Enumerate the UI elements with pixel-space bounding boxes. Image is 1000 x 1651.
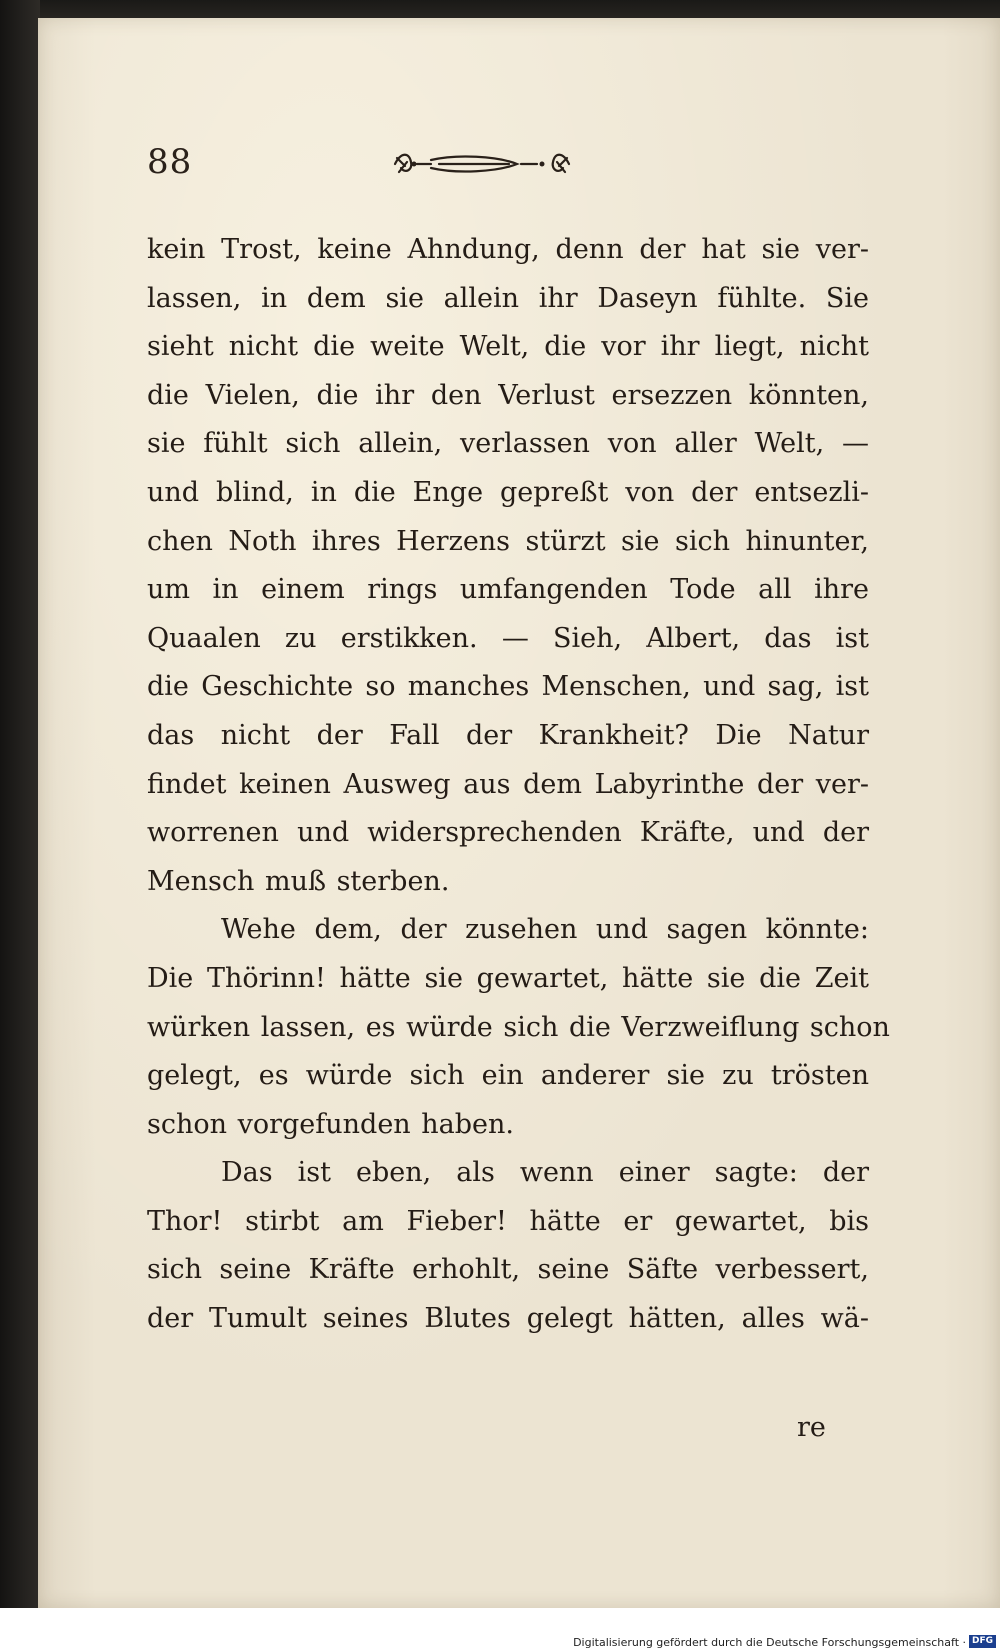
catchword: re	[797, 1412, 826, 1443]
text-line: die Geschichte so manches Menschen, und sag, ist	[147, 671, 869, 703]
text-line: sieht nicht die weite Welt, die vor ihr liegt, nicht	[147, 331, 869, 363]
digitization-footer	[0, 1608, 1000, 1651]
text-line: sich seine Kräfte erhohlt, seine Säfte verbessert,	[147, 1254, 869, 1286]
text-line: lassen, in dem sie allein ihr Daseyn fühlte. Sie	[147, 282, 869, 314]
text-line: der Tumult seines Blutes gelegt hätten, alles wä-	[147, 1303, 869, 1335]
text-line: um in einem rings umfangenden Tode all ihre	[147, 574, 869, 606]
page-number: 88	[147, 142, 193, 182]
text-line: sie fühlt sich allein, verlassen von aller Welt, —	[147, 428, 869, 460]
text-line: Wehe dem, der zusehen und sagen könnte:	[221, 914, 869, 946]
dfg-logo: DFG	[969, 1635, 996, 1648]
text-line: Thor! stirbt am Fieber! hätte er gewartet, bis	[147, 1205, 869, 1237]
text-line: Die Thörinn! hätte sie gewartet, hätte sie die Zeit	[147, 962, 869, 994]
book-binding-left	[0, 0, 40, 1651]
text-line: kein Trost, keine Ahndung, denn der hat sie ver-	[147, 234, 869, 265]
text-line: würken lassen, es würde sich die Verzweiflung schon	[147, 1011, 890, 1043]
text-line: Mensch muß sterben.	[147, 865, 450, 897]
text-line: Quaalen zu erstikken. — Sieh, Albert, das ist	[147, 622, 869, 654]
ornament-icon	[387, 144, 577, 184]
text-line: Das ist eben, als wenn einer sagte: der	[221, 1157, 869, 1189]
text-line: die Vielen, die ihr den Verlust ersezzen könnten,	[147, 379, 869, 411]
running-head	[147, 142, 869, 192]
text-line: chen Noth ihres Herzens stürzt sie sich hinunter,	[147, 525, 869, 557]
body-text	[147, 226, 890, 1344]
text-line: findet keinen Ausweg aus dem Labyrinthe der ver-	[147, 768, 869, 800]
funding-credit: Digitalisierung gefördert durch die Deutsche Forschungsgemeinschaft ·	[573, 1636, 966, 1649]
text-line: und blind, in die Enge gepreßt von der entsezli-	[147, 476, 869, 508]
text-line: gelegt, es würde sich ein anderer sie zu trösten	[147, 1060, 869, 1092]
text-line: das nicht der Fall der Krankheit? Die Natur	[147, 719, 869, 751]
text-line: schon vorgefunden haben.	[147, 1108, 514, 1140]
text-line: worrenen und widersprechenden Kräfte, und der	[147, 817, 869, 849]
